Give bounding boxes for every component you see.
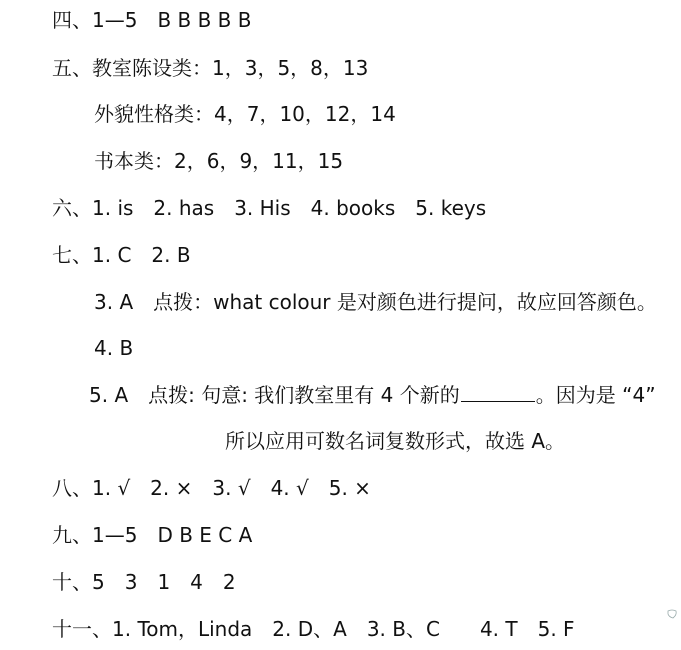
answer-section-8: 八、1. √ 2. × 3. √ 4. √ 5. × [52, 476, 371, 500]
answer-section-7-5-text: 5. A 点拨: 句意: 我们教室里有 4 个新的 [89, 383, 460, 407]
answer-section-6: 六、1. is 2. has 3. His 4. books 5. keys [52, 196, 487, 220]
answer-section-7-5 [89, 382, 656, 408]
answer-section-7-5-continued: 所以应用可数名词复数形式，故选 A。 [225, 429, 566, 453]
watermark-icon [666, 608, 678, 620]
answer-section-7-4: 4. B [94, 336, 134, 360]
answer-section-7-5-text-end: 。因为是 “4” [535, 383, 656, 407]
answer-section-5-appearance: 外貌性格类：4，7，10，12，14 [94, 102, 396, 126]
answer-section-10: 十、5 3 1 4 2 [52, 570, 236, 594]
answer-section-4: 四、1—5 B B B B B [52, 8, 252, 32]
answer-section-7-3: 3. A 点拨：what colour 是对颜色进行提问，故应回答颜色。 [94, 290, 657, 314]
answer-section-5-classroom: 五、教室陈设类：1，3，5，8，13 [52, 56, 369, 80]
answer-section-5-books: 书本类：2，6，9，11，15 [94, 149, 344, 173]
fill-in-blank [461, 382, 535, 402]
answer-section-9: 九、1—5 D B E C A [52, 523, 253, 547]
answer-section-7-1: 七、1. C 2. B [52, 243, 191, 267]
answer-section-11: 十一、1. Tom，Linda 2. D、A 3. B、C 4. T 5. F [52, 617, 575, 641]
